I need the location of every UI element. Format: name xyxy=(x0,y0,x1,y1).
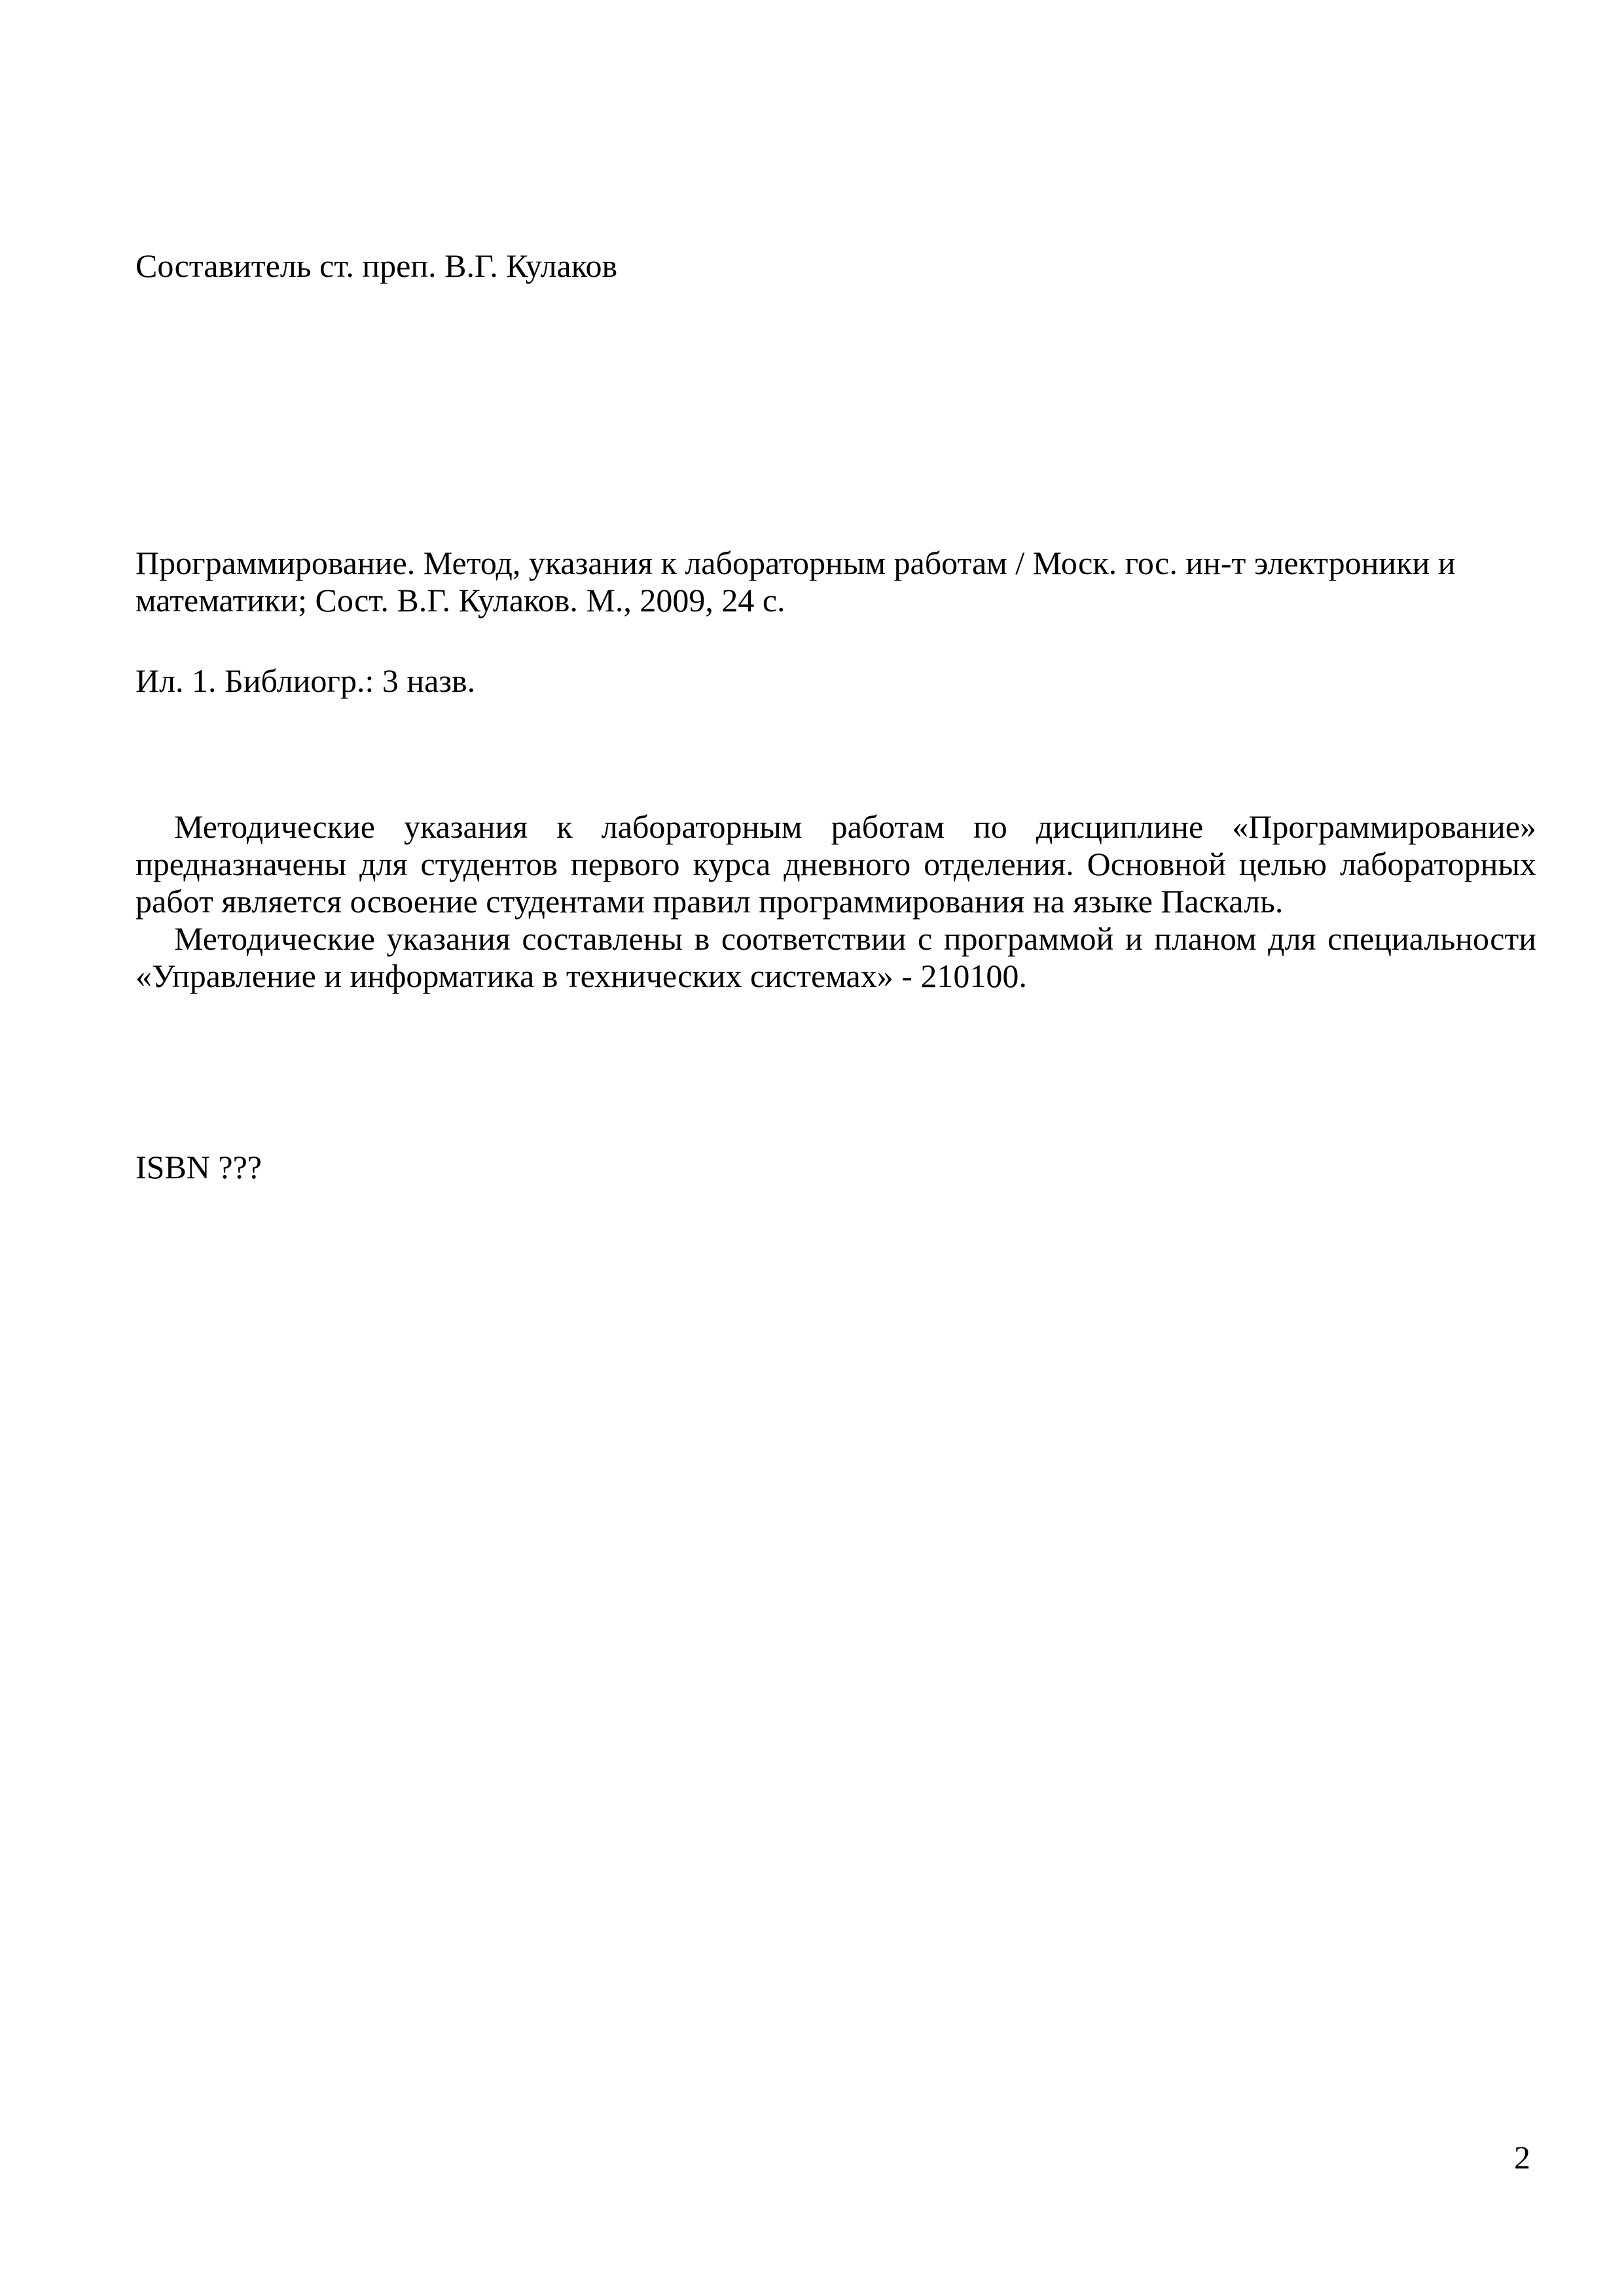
annotation xyxy=(135,808,1536,995)
annotation-paragraph: Методические указания к лабораторным работам по дисциплине «Программирование» предназначены для студентов первого курса дневного отделения. Основной целью лабораторных работ является освоение студентами правил программирования на языке Паскаль. xyxy=(135,808,1536,920)
page-number: 2 xyxy=(1514,2139,1530,2176)
illustrations-line: Ил. 1. Библиогр.: 3 назв. xyxy=(135,662,476,699)
bibliographic-record: Программирование. Метод, указания к лабораторным работам / Моск. гос. ин-т электроники и математики; Сост. В.Г. Кулаков. М., 2009, 24 с. xyxy=(135,545,1464,619)
compiler-line: Составитель ст. преп. В.Г. Кулаков xyxy=(135,247,618,284)
isbn-line: ISBN ??? xyxy=(135,1149,262,1185)
annotation-paragraph: Методические указания составлены в соответствии с программой и планом для специальности «Управление и информатика в технических системах» - 210100. xyxy=(135,920,1536,994)
